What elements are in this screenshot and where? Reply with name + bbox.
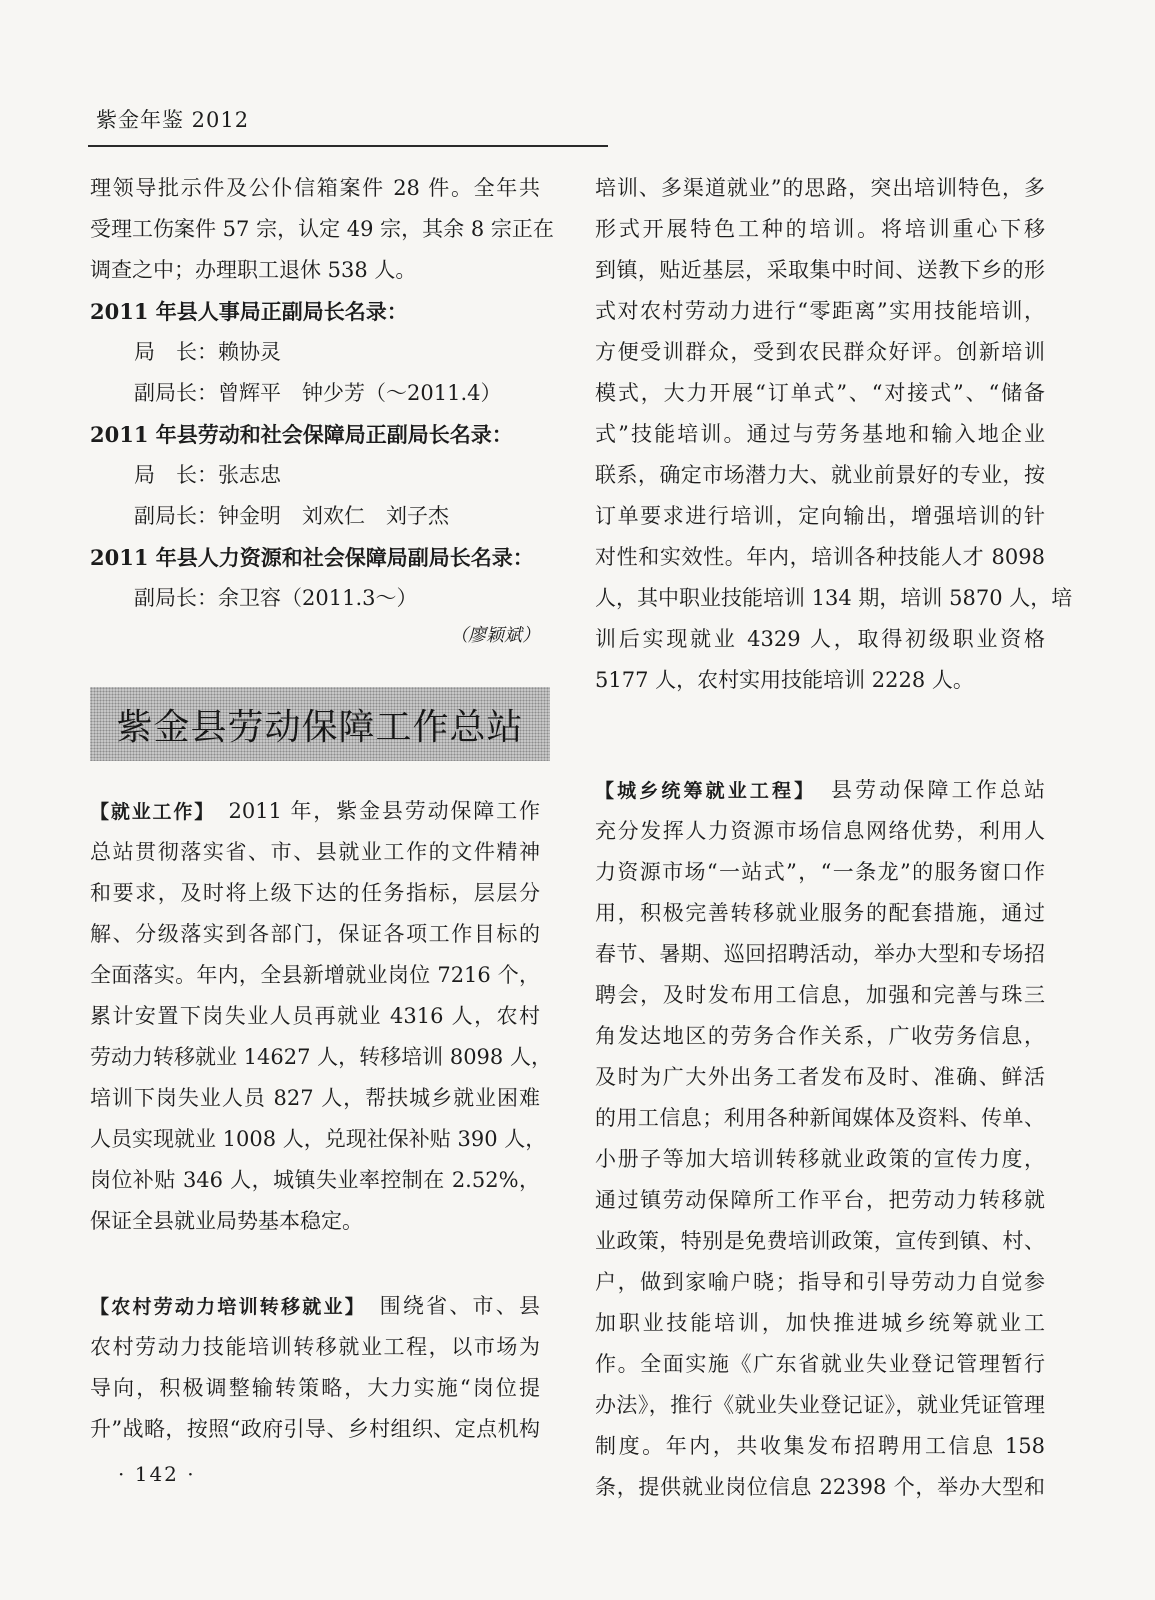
right-column: [595, 168, 1073, 1508]
paragraph-first-line: [90, 1286, 540, 1327]
list-item: 副局长：钟金明 刘欢仁 刘子杰: [134, 504, 449, 528]
paragraph-keyword: 【农村劳动力培训转移就业】: [90, 1296, 357, 1318]
list-heading: 2011 年县劳动和社会保障局正副局长名录：: [90, 422, 513, 447]
text-line: 形式开展特色工种的培训。将培训重心下移: [595, 217, 1045, 241]
text-line: 制度。年内，共收集发布招聘用工信息 158: [595, 1434, 1045, 1458]
text-line: 培训下岗失业人员 827 人，帮扶城乡就业困难: [90, 1086, 540, 1110]
section-title: 紫金县劳动保障工作总站: [116, 706, 524, 748]
text-line: 到镇，贴近基层，采取集中时间、送教下乡的形: [595, 258, 1045, 282]
page-number: · 142 ·: [118, 1462, 196, 1486]
text-line: 联系，确定市场潜力大、就业前景好的专业，按: [595, 463, 1045, 487]
list-item: 局 长：赖协灵: [134, 340, 281, 364]
text-line: 导向，积极调整输转策略，大力实施“岗位提: [90, 1376, 540, 1400]
paragraph-first-line: [90, 791, 540, 832]
paragraph-text: 县劳动保障工作总站: [806, 778, 1045, 802]
text-line: 模式，大力开展“订单式”、“对接式”、“储备: [595, 381, 1045, 405]
text-line: 及时为广大外出务工者发布及时、准确、鲜活: [595, 1065, 1045, 1089]
text-line: 解、分级落实到各部门，保证各项工作目标的: [90, 922, 540, 946]
text-line: 通过镇劳动保障所工作平台，把劳动力转移就: [595, 1188, 1045, 1212]
text-line: 升”战略，按照“政府引导、乡村组织、定点机构: [90, 1417, 540, 1441]
list-item: 局 长：张志忠: [134, 463, 281, 487]
list-item: 副局长：曾辉平 钟少芳（～2011.4）: [134, 381, 502, 405]
text-line: 培训、多渠道就业”的思路，突出培训特色，多: [595, 176, 1045, 200]
paragraph-text: 围绕省、市、县: [356, 1294, 540, 1318]
list-item: 副局长：余卫容（2011.3～）: [134, 586, 418, 610]
text-line: 加职业技能培训，加快推进城乡统筹就业工: [595, 1311, 1045, 1335]
text-line: 人员实现就业 1008 人，兑现社保补贴 390 人，: [90, 1127, 547, 1151]
text-line: 业政策，特别是免费培训政策，宣传到镇、村、: [595, 1229, 1045, 1253]
text-line: 聘会，及时发布用工信息，加强和完善与珠三: [595, 983, 1045, 1007]
text-line: 式”技能培训。通过与劳务基地和输入地企业: [595, 422, 1045, 446]
text-line: 5177 人，农村实用技能培训 2228 人。: [595, 668, 974, 692]
text-line: 条，提供就业岗位信息 22398 个，举办大型和: [595, 1475, 1045, 1499]
text-line: 作。全面实施《广东省就业失业登记管理暂行: [595, 1352, 1045, 1376]
text-line: 办法》，推行《就业失业登记证》，就业凭证管理: [595, 1393, 1045, 1417]
text-line: 式对农村劳动力进行“零距离”实用技能培训，: [595, 299, 1045, 323]
text-line: 角发达地区的劳务合作关系，广收劳务信息，: [595, 1024, 1045, 1048]
paragraph-keyword: 【就业工作】: [90, 801, 206, 823]
text-line: 全面落实。年内，全县新增就业岗位 7216 个，: [90, 963, 540, 987]
text-line: 方便受训群众，受到农民群众好评。创新培训: [595, 340, 1045, 364]
text-line: 小册子等加大培训转移就业政策的宣传力度，: [595, 1147, 1045, 1171]
header-rule: [88, 145, 608, 147]
paragraph-text: 2011 年，紫金县劳动保障工作: [205, 799, 540, 823]
text-line: 劳动力转移就业 14627 人，转移培训 8098 人，: [90, 1045, 552, 1069]
text-line: 训后实现就业 4329 人，取得初级职业资格: [595, 627, 1045, 651]
text-line: 和要求，及时将上级下达的任务指标，层层分: [90, 881, 540, 905]
paragraph-keyword: 【城乡统筹就业工程】: [595, 780, 807, 802]
text-line: 的用工信息；利用各种新闻媒体及资料、传单、: [595, 1106, 1045, 1130]
text-line: 春节、暑期、巡回招聘活动，举办大型和专场招: [595, 942, 1045, 966]
text-line: 订单要求进行培训，定向输出，增强培训的针: [595, 504, 1045, 528]
text-line: 对性和实效性。年内，培训各种技能人才 8098: [595, 545, 1045, 569]
text-line: 农村劳动力技能培训转移就业工程，以市场为: [90, 1335, 540, 1359]
text-line: 岗位补贴 346 人，城镇失业率控制在 2.52%，: [90, 1168, 540, 1192]
text-line: 保证全县就业局势基本稳定。: [90, 1209, 363, 1233]
left-column: [90, 168, 554, 1450]
text-line: 力资源市场“一站式”，“一条龙”的服务窗口作: [595, 860, 1045, 884]
list-heading: 2011 年县人事局正副局长名录：: [90, 299, 408, 324]
text-line: 累计安置下岗失业人员再就业 4316 人，农村: [90, 1004, 540, 1028]
section-title-banner: [90, 687, 550, 761]
text-line: 人，其中职业技能培训 134 期，培训 5870 人，培: [595, 586, 1073, 610]
running-header: 紫金年鉴 2012: [96, 108, 250, 132]
paragraph-first-line: [595, 770, 1045, 811]
text-line: 用，积极完善转移就业服务的配套措施，通过: [595, 901, 1045, 925]
text-line: 调查之中；办理职工退休 538 人。: [90, 258, 417, 282]
list-heading: 2011 年县人力资源和社会保障局副局长名录：: [90, 545, 534, 570]
text-line: 理领导批示件及公仆信箱案件 28 件。全年共: [90, 176, 540, 200]
text-line: 户，做到家喻户晓；指导和引导劳动力自觉参: [595, 1270, 1045, 1294]
author-credit: （廖颖斌）: [450, 625, 540, 646]
text-line: 总站贯彻落实省、市、县就业工作的文件精神: [90, 840, 540, 864]
text-line: 充分发挥人力资源市场信息网络优势，利用人: [595, 819, 1045, 843]
text-line: 受理工伤案件 57 宗，认定 49 宗，其余 8 宗正在: [90, 217, 554, 241]
